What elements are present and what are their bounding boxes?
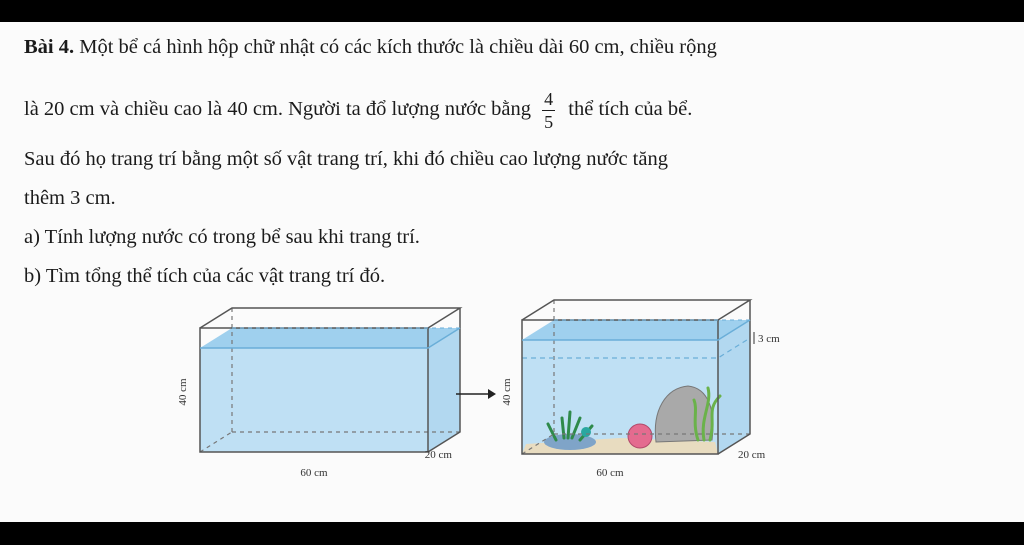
- problem-text-2a: là 20 cm và chiều cao là 40 cm. Người ta đổ lượng nước bằng: [24, 98, 532, 121]
- fraction-denominator: 5: [544, 112, 554, 132]
- question-b: [24, 263, 385, 289]
- question-a-text: a) Tính lượng nước có trong bể sau khi trang trí.: [24, 226, 420, 248]
- aquarium-figure: [160, 292, 820, 492]
- problem-text-3: Sau đó họ trang trí bằng một số vật trang trí, khi đó chiều cao lượng nước tăng: [24, 148, 668, 170]
- transform-arrow: [456, 389, 496, 399]
- problem-text-1: Một bể cá hình hộp chữ nhật có các kích thước là chiều dài 60 cm, chiều rộng: [79, 36, 717, 58]
- problem-label: Bài 4.: [24, 36, 75, 58]
- right-width-label: 20 cm: [738, 449, 766, 461]
- problem-line-3: [24, 146, 668, 172]
- left-height-label: 40 cm: [177, 378, 189, 406]
- left-width-label: 20 cm: [424, 449, 452, 461]
- fraction-numerator: 4: [544, 89, 554, 109]
- left-tank-water-side: [428, 328, 460, 452]
- left-length-label: 60 cm: [300, 467, 328, 479]
- problem-line-1: [24, 34, 717, 60]
- decor-coral: [628, 424, 652, 448]
- question-a: [24, 224, 420, 250]
- right-height-label: 40 cm: [501, 378, 513, 406]
- problem-text-4: thêm 3 cm.: [24, 187, 116, 209]
- question-b-text: b) Tìm tổng thể tích của các vật trang trí đó.: [24, 265, 386, 287]
- left-tank: [177, 308, 460, 479]
- problem-line-2: [24, 90, 692, 131]
- worksheet-page: [0, 22, 1024, 522]
- right-tank: [501, 300, 780, 479]
- problem-text-2b: thể tích của bể.: [568, 98, 693, 121]
- right-increase-label: 3 cm: [758, 333, 780, 345]
- right-tank-water-surface: [522, 320, 750, 340]
- problem-line-4: [24, 185, 116, 211]
- left-tank-water-surface: [200, 328, 460, 348]
- left-tank-water: [200, 348, 428, 452]
- fraction-four-fifths: [542, 90, 555, 131]
- right-length-label: 60 cm: [596, 467, 624, 479]
